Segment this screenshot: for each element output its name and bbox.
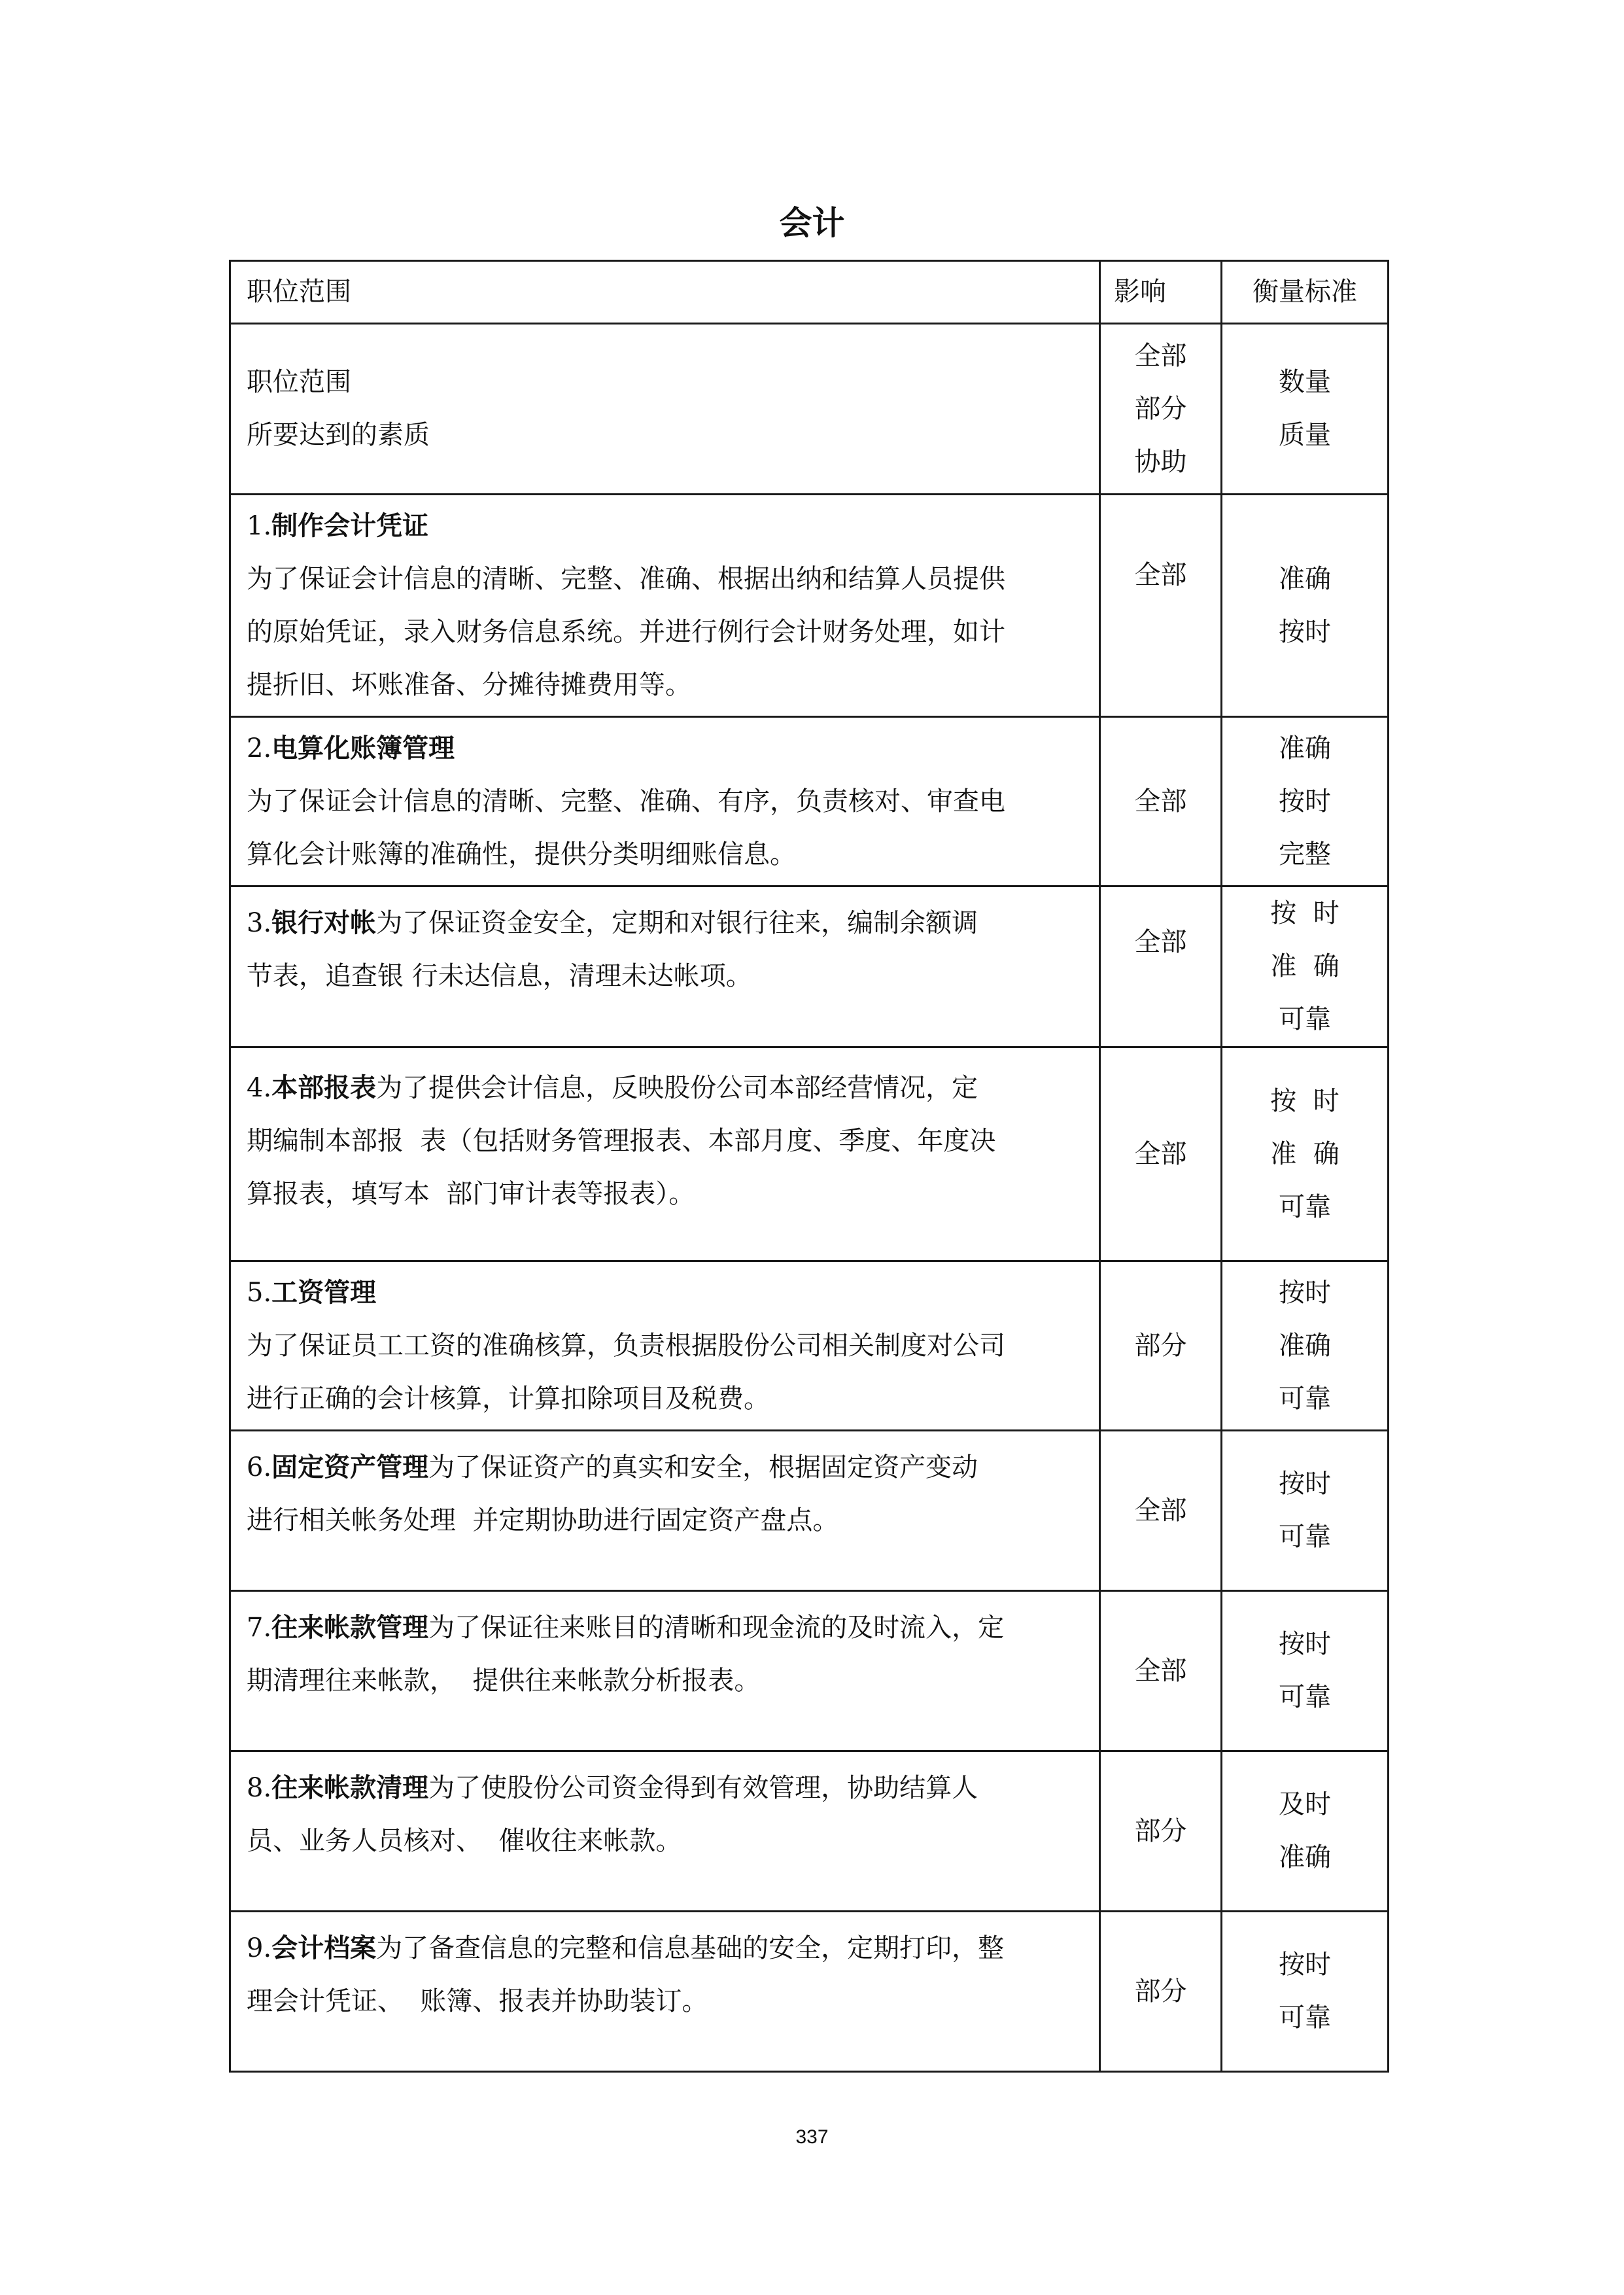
duty-description-line: 期清理往来帐款， 提供往来帐款分析报表。	[247, 1666, 761, 1696]
duty-scope-cell	[230, 1912, 1100, 2072]
duty-row	[230, 1047, 1389, 1261]
duty-heading	[247, 896, 1099, 950]
measure-item: 按时	[1279, 616, 1331, 647]
measure-item: 可靠	[1279, 2003, 1331, 2033]
header-scope: 职位范围	[230, 261, 1100, 324]
measure-item: 可靠	[1279, 1004, 1331, 1034]
duty-description-line: 算报表，填写本 部门审计表等报表）。	[247, 1179, 695, 1209]
duty-name: 电算化账簿管理	[271, 733, 455, 763]
duty-inline-text: 为了提供会计信息，反映股份公司本部经营情况，定	[376, 1073, 978, 1103]
impact-option: 部分	[1134, 393, 1187, 424]
header-row	[230, 261, 1389, 324]
duty-heading	[247, 1266, 1099, 1320]
duty-heading	[247, 1601, 1099, 1655]
duty-description-line: 进行相关帐务处理 并定期协助进行固定资产盘点。	[247, 1505, 839, 1535]
measure-item: 按时	[1279, 786, 1331, 816]
duty-description-line: 为了保证会计信息的清晰、完整、准确、根据出纳和结算人员提供	[247, 564, 1005, 594]
duty-name: 往来帐款管理	[271, 1612, 429, 1643]
duty-impact: 全部	[1100, 1431, 1222, 1591]
duty-impact: 全部	[1100, 1591, 1222, 1751]
duty-scope-cell	[230, 1751, 1100, 1912]
duty-name: 制作会计凭证	[271, 510, 429, 541]
measure-item: 按时	[1279, 1277, 1331, 1308]
duty-number: 7.	[247, 1613, 272, 1643]
duty-inline-text: 为了使股份公司资金得到有效管理，协助结算人	[428, 1773, 978, 1803]
page-number: 337	[795, 2126, 829, 2148]
duty-impact: 部分	[1100, 1912, 1222, 2072]
measure-item: 准 确	[1270, 1138, 1339, 1169]
duty-measure	[1222, 1751, 1389, 1912]
subheader-impact	[1100, 324, 1222, 495]
measure-item: 按时	[1279, 1950, 1331, 1980]
measure-item: 按时	[1279, 1469, 1331, 1499]
duty-description-line: 算化会计账簿的准确性，提供分类明细账信息。	[247, 839, 796, 869]
duty-number: 1.	[247, 511, 272, 541]
measure-item: 准确	[1279, 563, 1331, 594]
duty-impact: 部分	[1100, 1751, 1222, 1912]
duty-heading	[247, 499, 1099, 553]
measure-item: 及时	[1279, 1789, 1331, 1819]
duty-scope-cell	[230, 886, 1100, 1047]
duty-description-line: 为了保证会计信息的清晰、完整、准确、有序，负责核对、审查电	[247, 786, 1005, 816]
duty-row	[230, 1591, 1389, 1751]
duty-measure	[1222, 1431, 1389, 1591]
duty-name: 银行对帐	[271, 907, 377, 938]
duty-measure	[1222, 1591, 1389, 1751]
duty-name: 往来帐款清理	[271, 1772, 429, 1803]
header-impact: 影响	[1100, 261, 1222, 324]
duty-description-line: 提折旧、坏账准备、分摊待摊费用等。	[247, 670, 691, 700]
duty-description-line: 期编制本部报 表（包括财务管理报表、本部月度、季度、年度决	[247, 1126, 996, 1156]
measure-item: 按时	[1279, 1629, 1331, 1659]
measure-item: 可靠	[1279, 1383, 1331, 1414]
duty-table	[229, 260, 1389, 2073]
subheader-scope-line: 所要达到的素质	[247, 420, 430, 450]
duty-heading	[247, 1761, 1099, 1815]
duty-row	[230, 717, 1389, 886]
measure-option: 质量	[1279, 420, 1331, 450]
measure-option: 数量	[1279, 367, 1331, 397]
duty-heading	[247, 1441, 1099, 1494]
duty-number: 9.	[247, 1933, 272, 1963]
subheader-row	[230, 324, 1389, 495]
duty-number: 2.	[247, 733, 272, 763]
measure-item: 按 时	[1270, 898, 1339, 928]
duty-scope-cell	[230, 1261, 1100, 1431]
duty-impact: 部分	[1100, 1261, 1222, 1431]
duty-inline-text: 为了保证资产的真实和安全，根据固定资产变动	[428, 1452, 978, 1482]
duty-name: 本部报表	[271, 1072, 377, 1103]
duty-description-line: 的原始凭证，录入财务信息系统。并进行例行会计财务处理，如计	[247, 617, 1005, 647]
duty-heading	[247, 1921, 1099, 1975]
duty-row	[230, 1751, 1389, 1912]
duty-row	[230, 495, 1389, 717]
duty-measure	[1222, 886, 1389, 1047]
duty-measure	[1222, 717, 1389, 886]
duty-heading	[247, 1061, 1099, 1115]
duty-row	[230, 886, 1389, 1047]
duty-description-line: 理会计凭证、 账簿、报表并协助装订。	[247, 1986, 708, 2016]
measure-item: 可靠	[1279, 1522, 1331, 1552]
duty-scope-cell	[230, 1047, 1100, 1261]
duty-description-line: 节表，追查银 行未达信息，清理未达帐项。	[247, 961, 752, 991]
duty-measure	[1222, 1261, 1389, 1431]
duty-measure	[1222, 1912, 1389, 2072]
duty-scope-cell	[230, 1591, 1100, 1751]
duty-impact: 全部	[1100, 495, 1222, 717]
measure-item: 准确	[1279, 733, 1331, 763]
impact-option: 全部	[1134, 340, 1187, 371]
duty-number: 8.	[247, 1773, 272, 1803]
duty-measure	[1222, 1047, 1389, 1261]
duty-description-line: 进行正确的会计核算，计算扣除项目及税费。	[247, 1384, 770, 1414]
duty-number: 6.	[247, 1452, 272, 1482]
duty-heading	[247, 722, 1099, 775]
duty-row	[230, 1912, 1389, 2072]
duty-name: 固定资产管理	[271, 1452, 429, 1482]
subheader-measure	[1222, 324, 1389, 495]
duty-description-line: 为了保证员工工资的准确核算，负责根据股份公司相关制度对公司	[247, 1331, 1005, 1361]
duty-impact: 全部	[1100, 1047, 1222, 1261]
duty-description-line: 员、业务人员核对、 催收往来帐款。	[247, 1826, 682, 1856]
duty-impact: 全部	[1100, 886, 1222, 1047]
duty-name: 工资管理	[271, 1277, 377, 1308]
duty-number: 4.	[247, 1073, 272, 1103]
measure-item: 可靠	[1279, 1682, 1331, 1712]
duty-scope-cell	[230, 495, 1100, 717]
measure-item: 准 确	[1270, 951, 1339, 981]
measure-item: 可靠	[1279, 1191, 1331, 1222]
duty-number: 3.	[247, 908, 272, 938]
duty-number: 5.	[247, 1278, 272, 1308]
duty-inline-text: 为了保证资金安全，定期和对银行往来，编制余额调	[376, 908, 978, 938]
measure-item: 按 时	[1270, 1085, 1339, 1116]
measure-item: 准确	[1279, 1842, 1331, 1872]
duty-scope-cell	[230, 1431, 1100, 1591]
duty-scope-cell	[230, 717, 1100, 886]
duty-name: 会计档案	[271, 1933, 377, 1963]
duty-measure	[1222, 495, 1389, 717]
measure-item: 准确	[1279, 1330, 1331, 1361]
duty-row	[230, 1261, 1389, 1431]
measure-item: 完整	[1279, 839, 1331, 869]
duty-impact: 全部	[1100, 717, 1222, 886]
duty-inline-text: 为了保证往来账目的清晰和现金流的及时流入，定	[428, 1613, 1005, 1643]
header-measure: 衡量标准	[1222, 261, 1389, 324]
subheader-scope-line: 职位范围	[247, 367, 351, 397]
duty-inline-text: 为了备查信息的完整和信息基础的安全，定期打印，整	[376, 1933, 1005, 1963]
subheader-scope	[230, 324, 1100, 495]
impact-option: 协助	[1134, 446, 1187, 477]
document-title: 会计	[779, 204, 845, 242]
duty-row	[230, 1431, 1389, 1591]
